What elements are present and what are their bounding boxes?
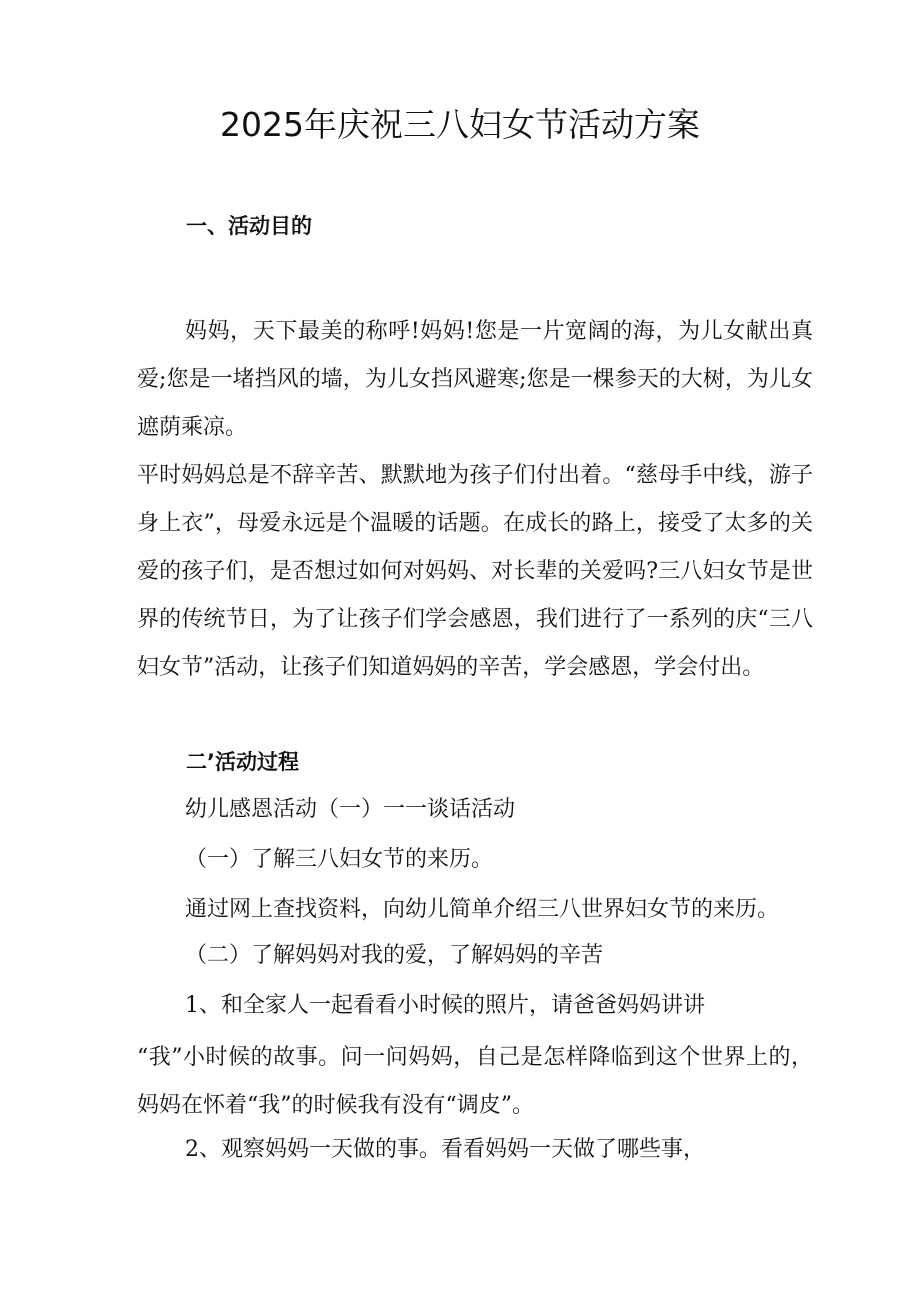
step-one-heading: （一）了解三八妇女节的来历。 [185, 847, 494, 872]
paragraph-mother-praise: 妈妈，天下最美的称呼!妈妈!您是一片宽阔的海，为儿女献出真爱;您是一堵挡风的墙，为儿女挡风避寒;您是一棵参天的大树，为儿女遮荫乘凉。 [137, 319, 813, 440]
step-two-heading: （二）了解妈妈对我的爱，了解妈妈的辛苦 [185, 943, 604, 968]
paragraph-background: 平时妈妈总是不辞辛苦、默默地为孩子们付出着。“慈母手中线，游子身上衣”，母爱永远是个温暖的话题。在成长的路上，接受了太多的关爱的孩子们，是否想过如何对妈妈、对长辈的关爱吗?三八妇女节是世界的传统节日，为了让孩子们学会感恩，我们进行了一系列的庆“三八妇女节”活动，让孩子们知道妈妈的辛苦，学会感恩，学会付出。 [137, 463, 813, 680]
list-item-2-first-line: 2、观察妈妈一天做的事。看看妈妈一天做了哪些事， [185, 1137, 705, 1162]
list-item-1-first-line: 1、和全家人一起看看小时候的照片，请爸爸妈妈讲讲 [185, 993, 705, 1018]
document-title: 2025年庆祝三八妇女节活动方案 [220, 105, 700, 144]
section-heading-process: 二’活动过程 [186, 750, 299, 774]
list-item-1-continuation: “我”小时候的故事。问一问妈妈，自己是怎样降临到这个世界上的，妈妈在怀着“我”的时候我有没有“调皮”。 [137, 1045, 813, 1118]
section-heading-purpose: 一、活动目的 [186, 214, 312, 238]
activity-subtitle: 幼儿感恩活动（一）一一谈话活动 [185, 797, 516, 822]
step-one-detail: 通过网上查找资料，向幼儿简单介绍三八世界妇女节的来历。 [185, 897, 780, 922]
